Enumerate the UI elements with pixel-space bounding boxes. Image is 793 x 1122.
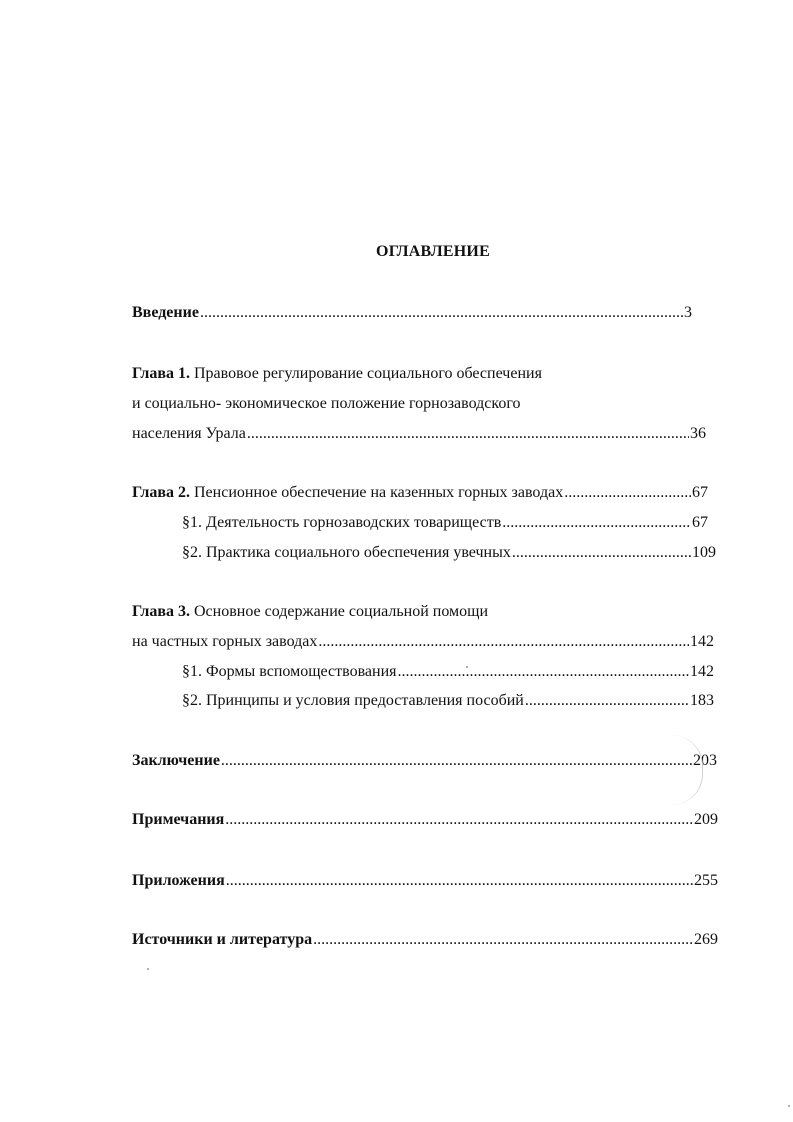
chapter-3-prefix: Глава 3. — [132, 603, 190, 620]
toc-entry-introduction[interactable] — [132, 302, 692, 324]
chapter-2-section-1-title: §1. Деятельность горнозаводских товариществ — [182, 514, 502, 531]
chapter-3-title-line-1: Основное содержание социальной помощи — [190, 603, 489, 620]
leader-dots — [226, 870, 693, 892]
leader-dots — [225, 809, 693, 831]
toc-entry-chapter-3-section-1[interactable] — [182, 661, 714, 683]
toc-entry-chapter-2[interactable] — [132, 482, 708, 504]
toc-label-conclusion: Заключение — [132, 752, 220, 769]
toc-entry-notes[interactable] — [132, 809, 718, 831]
chapter-1-prefix: Глава 1. — [132, 365, 190, 382]
toc-label-appendix: Приложения — [132, 872, 225, 889]
scan-speck — [788, 1105, 790, 1107]
leader-dots — [221, 750, 692, 772]
toc-page-notes: 209 — [694, 811, 718, 828]
chapter-1-title-line-3: населения Урала — [132, 425, 246, 442]
chapter-3-section-2-title: §2. Принципы и условия предоставления пособий — [182, 692, 524, 709]
leader-dots — [313, 929, 693, 951]
toc-page-conclusion: 203 — [693, 752, 717, 769]
toc-page-appendix: 255 — [694, 872, 718, 889]
scan-speck — [147, 968, 149, 970]
chapter-2-section-2-title: §2. Практика социального обеспечения увечных — [182, 544, 511, 561]
leader-dots — [200, 302, 683, 324]
leader-dots — [247, 423, 689, 445]
chapter-2-prefix: Глава 2. — [132, 484, 190, 501]
leader-dots — [502, 512, 691, 534]
chapter-2-title: Пенсионное обеспечение на казенных горных заводах — [190, 484, 564, 501]
toc-label-sources: Источники и литература — [132, 931, 313, 948]
toc-label-introduction: Введение — [132, 304, 199, 321]
toc-page-chapter-3-section-1: 142 — [690, 663, 714, 680]
toc-entry-chapter-2-section-2[interactable] — [182, 542, 716, 564]
toc-entry-chapter-3-line-2[interactable] — [132, 631, 714, 653]
chapter-1-title-line-1: Правовое регулирование социального обеспечения — [190, 365, 542, 382]
toc-page-chapter-2-section-2: 109 — [692, 544, 716, 561]
leader-dots — [564, 482, 691, 504]
toc-entry-conclusion[interactable] — [132, 750, 717, 772]
toc-page-chapter-3-section-2: 183 — [690, 692, 714, 709]
leader-dots — [525, 690, 689, 712]
toc-label-notes: Примечания — [132, 811, 225, 828]
toc-page-introduction: 3 — [684, 304, 692, 321]
chapter-1-title-line-2: и социально- экономическое положение горнозаводского — [132, 395, 521, 412]
page-title: ОГЛАВЛЕНИЕ — [376, 243, 490, 260]
toc-entry-chapter-1-line-3[interactable] — [132, 423, 706, 445]
toc-entry-sources[interactable] — [132, 929, 718, 951]
leader-dots — [318, 631, 689, 653]
toc-page-sources: 269 — [694, 931, 718, 948]
chapter-3-title-line-2: на частных горных заводах — [132, 633, 318, 650]
toc-entry-chapter-2-section-1[interactable] — [182, 512, 708, 534]
toc-entry-chapter-3-line-1[interactable] — [132, 601, 488, 623]
toc-entry-chapter-3-section-2[interactable] — [182, 690, 714, 712]
scan-artifact-arc — [672, 735, 703, 805]
toc-entry-chapter-1-line-2 — [132, 393, 521, 415]
toc-page-chapter-2-section-1: 67 — [692, 514, 708, 531]
leader-dots — [398, 661, 689, 683]
toc-page-chapter-2: 67 — [692, 484, 708, 501]
scan-speck — [466, 666, 468, 668]
toc-page-chapter-3: 142 — [690, 633, 714, 650]
leader-dots — [512, 542, 691, 564]
toc-entry-chapter-1-line-1[interactable] — [132, 363, 542, 385]
chapter-3-section-1-title: §1. Формы вспомоществования — [182, 663, 397, 680]
toc-entry-appendix[interactable] — [132, 870, 718, 892]
toc-page-chapter-1: 36 — [690, 425, 706, 442]
